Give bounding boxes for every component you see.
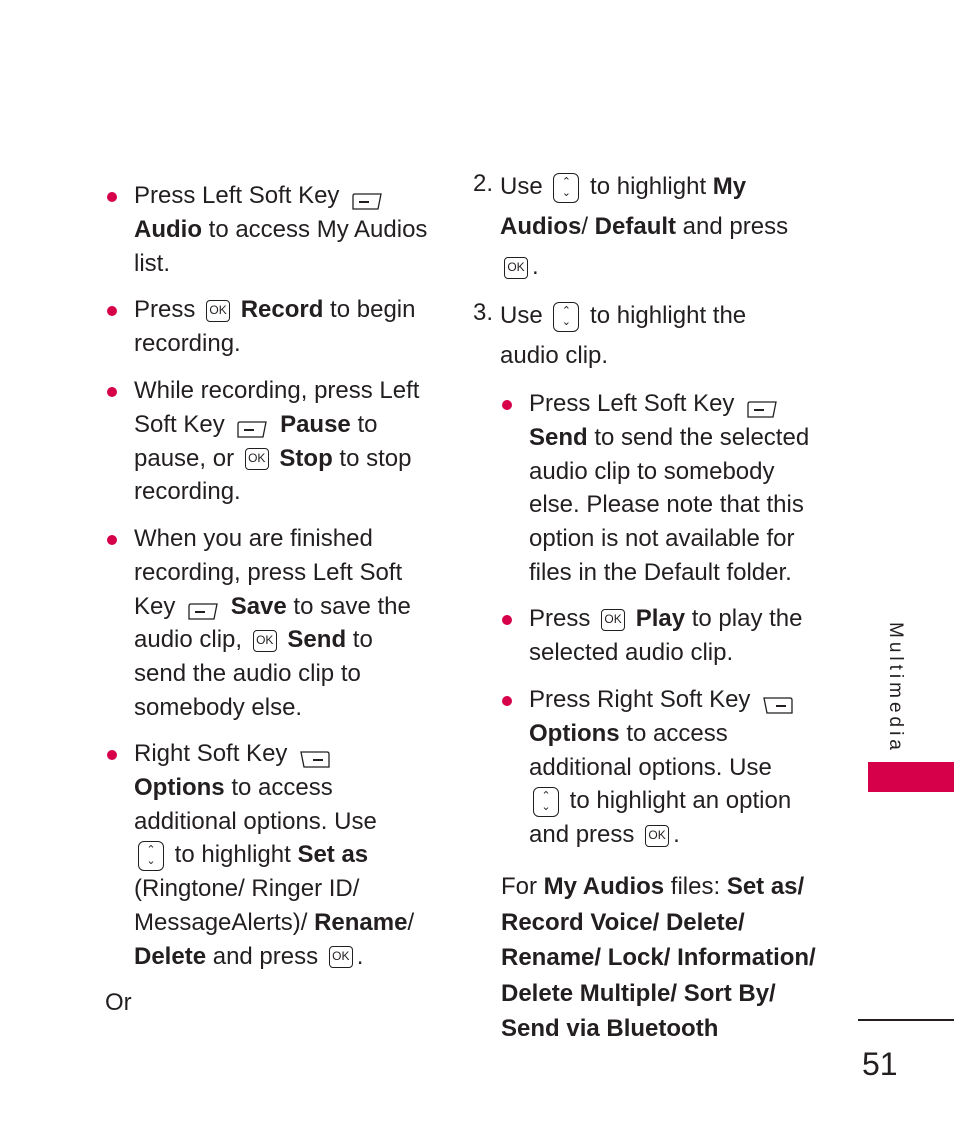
- audios-label: Audios: [500, 213, 582, 240]
- audio-label: Audio: [134, 215, 202, 243]
- text: Press: [529, 605, 591, 632]
- text: Press Right Soft Key: [529, 686, 751, 713]
- text: send the audio clip to: [134, 660, 361, 688]
- text: and press: [529, 821, 635, 849]
- send-label: Send: [529, 423, 588, 451]
- set-as-label: Set as/: [726, 873, 805, 900]
- text: (Ringtone/ Ringer ID/: [134, 875, 360, 903]
- send-label: Send: [287, 626, 347, 654]
- text: to stop: [332, 444, 412, 472]
- step-number: 2.: [473, 170, 494, 197]
- text: to highlight: [174, 841, 298, 869]
- text: audio clip,: [134, 626, 243, 654]
- step-number: 3.: [473, 299, 494, 326]
- text: to highlight the: [590, 302, 747, 329]
- page-number: 51: [862, 1046, 898, 1082]
- section-side-label: Multimedia: [885, 622, 906, 754]
- menu-options-line: Rename/ Lock/ Information/: [501, 944, 816, 971]
- left-soft-key-icon: [235, 415, 269, 435]
- bullet-left-5: [134, 737, 554, 974]
- bullet-dot: [107, 306, 117, 316]
- bullet-dot: [107, 387, 117, 397]
- stop-label: Stop: [279, 444, 333, 472]
- text: files:: [664, 873, 727, 900]
- right-soft-key-icon: [298, 745, 332, 765]
- text: Use: [500, 173, 543, 200]
- text: list.: [134, 249, 170, 277]
- text: Soft Key: [134, 410, 225, 438]
- text: option is not available for: [529, 525, 795, 553]
- bullet-right-1: [529, 387, 949, 590]
- bullet-left-3: [134, 374, 554, 509]
- text: pause, or: [134, 444, 235, 472]
- text: to: [350, 410, 378, 438]
- text: /: [407, 908, 415, 936]
- bullet-dot: [107, 192, 117, 202]
- text: files in the Default folder.: [529, 558, 792, 586]
- section-tab-marker: [868, 762, 954, 792]
- text: When you are finished: [134, 525, 373, 552]
- text: Press Left Soft Key: [529, 390, 735, 417]
- ok-key-icon: OK: [253, 630, 277, 652]
- options-label: Options: [134, 773, 225, 801]
- text: somebody else.: [134, 693, 303, 721]
- step-2: [473, 167, 833, 287]
- my-audios-label: My Audios: [543, 873, 665, 900]
- for-my-audios-note: [501, 869, 816, 1047]
- text: /: [581, 213, 595, 240]
- menu-options-line: Send via Bluetooth: [501, 1015, 719, 1042]
- text: Press Left Soft Key: [134, 182, 340, 209]
- text: additional options. Use: [134, 807, 377, 835]
- left-soft-key-icon: [350, 187, 384, 207]
- left-soft-key-icon: [745, 395, 779, 415]
- bullet-dot: [107, 750, 117, 760]
- text: to access: [619, 719, 728, 747]
- ok-key-icon: OK: [645, 825, 669, 847]
- text: .: [356, 942, 364, 970]
- nav-key-icon: ⌃ ⌄: [553, 302, 579, 332]
- ok-key-icon: OK: [206, 300, 230, 322]
- play-label: Play: [635, 605, 686, 632]
- text: else. Please note that this: [529, 491, 804, 519]
- step-3: [473, 296, 833, 376]
- footer-rule: [858, 1019, 954, 1021]
- ok-key-icon: OK: [601, 609, 625, 631]
- text: .: [673, 821, 680, 849]
- text: MessageAlerts)/: [134, 908, 315, 936]
- rename-label: Rename: [314, 908, 408, 936]
- text: audio clip.: [500, 342, 609, 369]
- text: recording, press Left Soft: [134, 558, 403, 586]
- nav-key-icon: ⌃ ⌄: [533, 787, 559, 817]
- or-text: Or: [105, 989, 132, 1016]
- text: Key: [134, 592, 176, 620]
- text: audio clip to somebody: [529, 457, 775, 485]
- bullet-dot: [502, 615, 512, 625]
- text: and press: [206, 942, 319, 970]
- text: to access My Audios: [201, 215, 428, 243]
- text: to begin: [323, 296, 416, 323]
- text: Use: [500, 302, 543, 329]
- nav-key-icon: ⌃ ⌄: [553, 173, 579, 203]
- text: For: [501, 873, 544, 900]
- bullet-dot: [502, 696, 512, 706]
- right-soft-key-icon: [761, 691, 795, 711]
- my-label: My: [712, 173, 747, 200]
- menu-options-line: Record Voice/ Delete/: [501, 908, 745, 936]
- text: recording.: [134, 478, 241, 506]
- save-label: Save: [230, 592, 287, 620]
- pause-label: Pause: [280, 410, 351, 438]
- options-label: Options: [529, 719, 620, 747]
- text: to play the: [685, 605, 803, 632]
- ok-key-icon: OK: [504, 257, 528, 279]
- nav-key-icon: ⌃ ⌄: [138, 841, 164, 871]
- text: and press: [676, 213, 789, 240]
- text: to highlight an option: [569, 787, 792, 815]
- ok-key-icon: OK: [245, 448, 269, 470]
- record-label: Record: [240, 296, 324, 323]
- menu-options-line: Delete Multiple/ Sort By/: [501, 979, 776, 1007]
- left-soft-key-icon: [186, 597, 220, 617]
- text: Press: [134, 296, 196, 323]
- text: to highlight: [590, 173, 713, 200]
- text: While recording, press Left: [134, 377, 420, 404]
- text: additional options. Use: [529, 753, 772, 781]
- text: .: [532, 253, 539, 280]
- text: to save the: [286, 592, 411, 620]
- text: to send the selected: [587, 423, 810, 451]
- delete-label: Delete: [134, 942, 207, 970]
- default-label: Default: [594, 213, 677, 240]
- set-as-label: Set as: [297, 841, 369, 869]
- ok-key-icon: OK: [329, 946, 353, 968]
- text: to: [346, 626, 373, 654]
- text: to access: [224, 773, 333, 801]
- bullet-dot: [502, 400, 512, 410]
- text: Right Soft Key: [134, 740, 288, 767]
- text: selected audio clip.: [529, 638, 734, 666]
- bullet-left-4: [134, 522, 554, 725]
- bullet-dot: [107, 535, 117, 545]
- text: recording.: [134, 329, 241, 357]
